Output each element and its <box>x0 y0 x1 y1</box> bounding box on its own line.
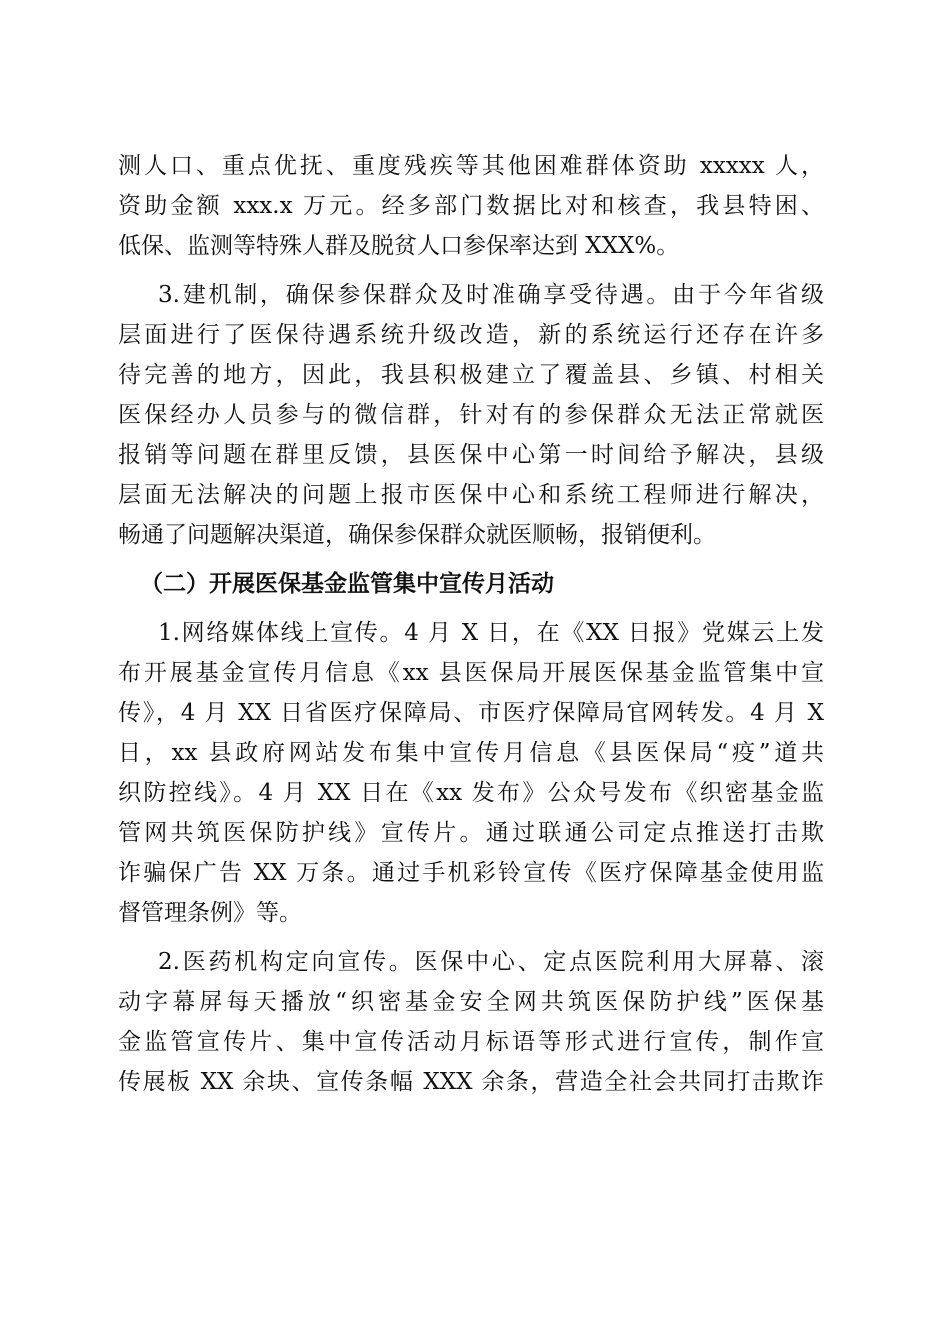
text-line: 层面无法解决的问题上报市医保中心和系统工程师进行解决， <box>118 482 824 508</box>
text-line: 督管理条例》等。 <box>118 900 302 926</box>
paragraph-institution-publicity <box>118 942 824 1102</box>
text-line: 3.建机制，确保参保群众及时准确享受待遇。由于今年省级 <box>158 282 824 308</box>
text-line: 日，xx 县政府网站发布集中宣传月信息《县医保局“疫”道共 <box>118 740 824 766</box>
text-line: 传展板 XX 余块、宣传条幅 XXX 余条，营造全社会共同打击欺诈 <box>118 1069 824 1095</box>
text-line: 动字幕屏每天播放“织密基金安全网共筑医保防护线”医保基 <box>118 989 824 1015</box>
text-line: 布开展基金宣传月信息《xx 县医保局开展医保基金监管集中宣 <box>118 660 824 686</box>
document-body <box>118 146 824 1102</box>
text-line: 诈骗保广告 XX 万条。通过手机彩铃宣传《医疗保障基金使用监 <box>118 860 824 886</box>
text-line: 传》，4 月 XX 日省医疗保障局、市医疗保障局官网转发。4 月 X <box>118 700 824 726</box>
text-line: 金监管宣传片、集中宣传活动月标语等形式进行宣传，制作宣 <box>118 1029 824 1055</box>
text-line: 织防控线》。4 月 XX 日在《xx 发布》公众号发布《织密基金监 <box>118 780 824 806</box>
text-line: 待完善的地方，因此，我县积极建立了覆盖县、乡镇、村相关 <box>118 362 824 388</box>
paragraph-online-publicity <box>118 613 824 933</box>
text-line: 管网共筑医保防护线》宣传片。通过联通公司定点推送打击欺 <box>118 820 824 846</box>
text-line: 1.网络媒体线上宣传。4 月 X 日，在《XX 日报》党媒云上发 <box>158 620 824 646</box>
text-line: 医保经办人员参与的微信群，针对有的参保群众无法正常就医 <box>118 402 824 428</box>
text-line: 资助金额 xxx.x 万元。经多部门数据比对和核查，我县特困、 <box>118 193 824 219</box>
text-line: 测人口、重点优抚、重度残疾等其他困难群体资助 xxxxx 人， <box>118 153 824 179</box>
text-line: 畅通了问题解决渠道，确保参保群众就医顺畅，报销便利。 <box>118 522 716 548</box>
text-line: 层面进行了医保待遇系统升级改造，新的系统运行还存在许多 <box>118 322 824 348</box>
text-line: 低保、监测等特殊人群及脱贫人口参保率达到 XXX%。 <box>118 233 680 259</box>
paragraph-assistance-results <box>118 146 824 266</box>
text-line: 2.医药机构定向宣传。医保中心、定点医院利用大屏幕、滚 <box>158 949 824 975</box>
text-line: 报销等问题在群里反馈，县医保中心第一时间给予解决，县级 <box>118 442 824 468</box>
paragraph-build-mechanism <box>118 275 824 555</box>
section-heading: （二）开展医保基金监管集中宣传月活动 <box>140 570 554 597</box>
